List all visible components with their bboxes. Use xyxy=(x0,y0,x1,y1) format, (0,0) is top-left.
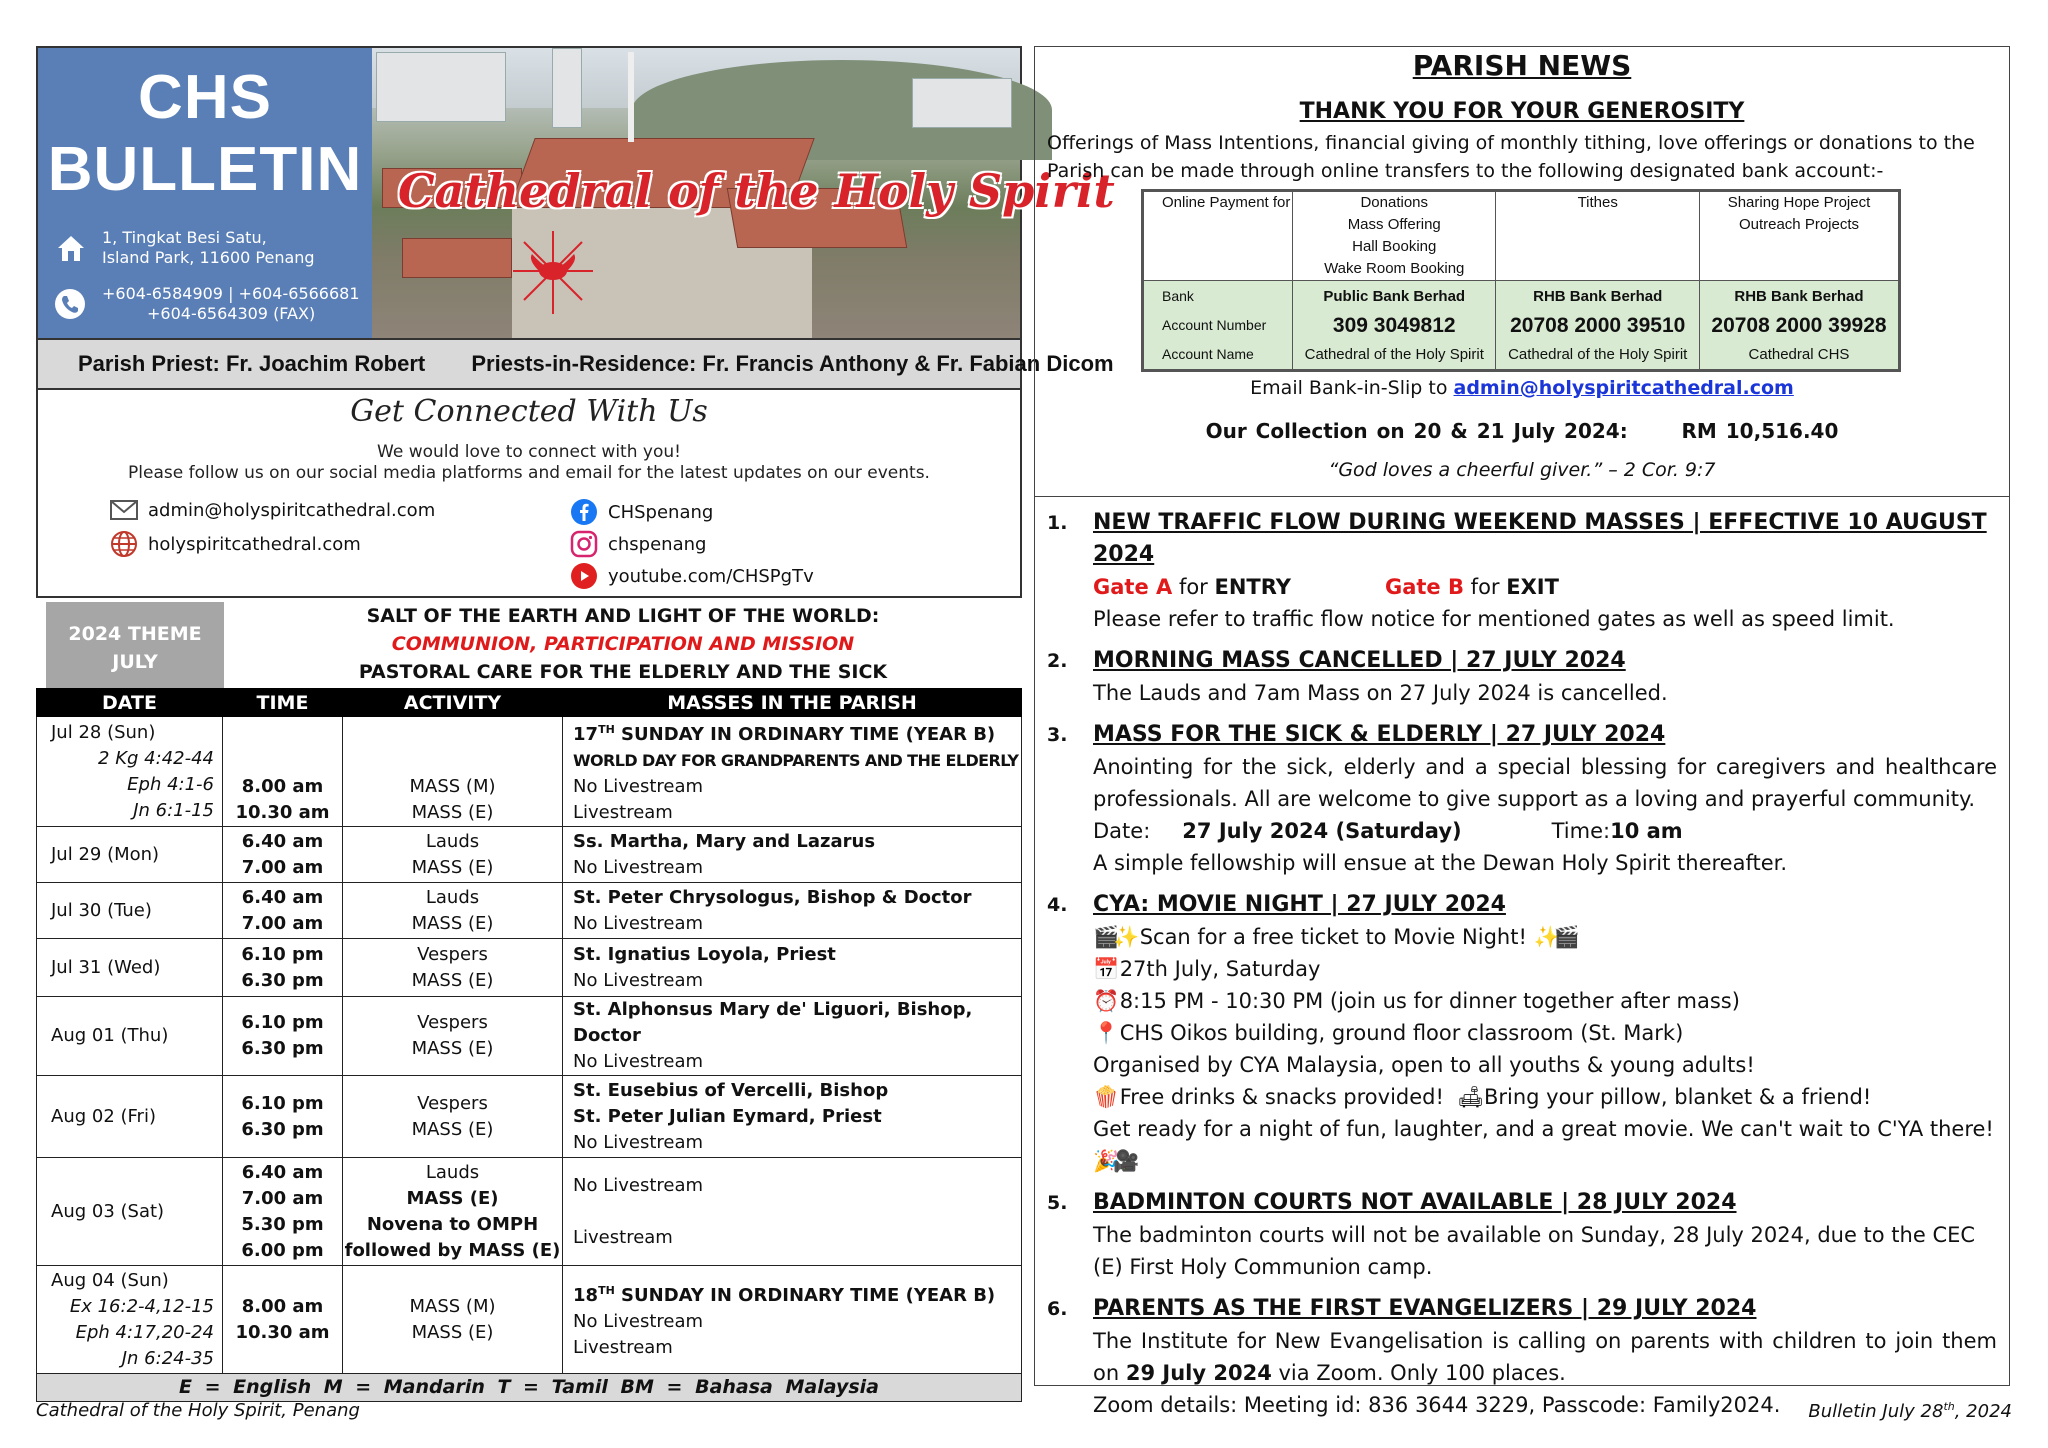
address: 1, Tingkat Besi Satu, Island Park, 11600 Penang xyxy=(102,228,315,267)
calendar-icon: 📅 xyxy=(1093,957,1120,981)
table-row: Bank Account Number Account Name Public Bank Berhad 309 3049812 Cathedral of the Holy Spirit RHB Bank Berhad 20708 2000 39510 Cathedral of the Holy Spirit RHB Bank Berhad 20708 2000 39928 Cathedral CHS xyxy=(1143,281,1900,371)
bank-in-slip-email: Email Bank-in-Slip to admin@holyspiritcathedral.com xyxy=(1250,377,1794,399)
parish-news-title: PARISH NEWS xyxy=(1412,49,1632,82)
left-column xyxy=(36,46,1115,1402)
parish-priest: Parish Priest: Fr. Joachim Robert xyxy=(78,351,426,376)
table-row: Online Payment for Donations Mass Offering Hall Booking Wake Room Booking Tithes Sharing Hope Project Outreach Projects xyxy=(1143,191,1900,281)
scripture-quote: “God loves a cheerful giver.” – 2 Cor. 9:7 xyxy=(1328,459,1716,481)
globe-icon xyxy=(110,530,138,558)
theme-label: 2024 THEME JULY xyxy=(46,602,224,688)
phone-numbers: +604-6584909 | +604-6566681 +604-6564309 (FAX) xyxy=(102,284,360,323)
mail-icon xyxy=(110,498,138,522)
footer-right: Bulletin July 28th, 2024 xyxy=(1808,1400,2012,1422)
table-row: Aug 04 (Sun) Ex 16:2-4,12-15 Eph 4:17,20-24 Jn 6:24-35 8.00 am 10.30 am MASS (M) MASS (E) 18TH SUNDAY IN ORDINARY TIME (YEAR B) No Livestream Livestream xyxy=(37,1266,1022,1374)
col-date-header: DATE xyxy=(37,689,223,717)
connect-heading: Get Connected With Us xyxy=(350,394,708,429)
bulletin-banner xyxy=(36,46,1115,340)
email-link[interactable]: admin@holyspiritcathedral.com xyxy=(1453,377,1794,399)
table-row: Jul 28 (Sun) 2 Kg 4:42-44 Eph 4:1-6 Jn 6:1-15 8.00 am 10.30 am MASS (M) MASS (E) 17TH SUNDAY IN ORDINARY TIME (YEAR B) WORLD DAY FOR GRANDPARENTS AND THE ELDERLY No Livestream Livestream xyxy=(37,717,1022,827)
table-row: Jul 31 (Wed) 6.10 pm 6.30 pm Vespers MASS (E) St. Ignatius Loyola, Priest No Livestream xyxy=(37,939,1022,997)
priests-in-residence: Priests-in-Residence: Fr. Francis Anthony & Fr. Fabian Dicom xyxy=(471,351,1114,376)
holy-spirit-dove-logo xyxy=(508,226,598,316)
instagram-icon xyxy=(570,530,598,558)
facebook-link[interactable]: CHSpenang xyxy=(570,498,713,526)
table-row: Aug 01 (Thu) 6.10 pm 6.30 pm Vespers MASS (E) St. Alphonsus Mary de' Liguori, Bishop, Doctor No Livestream xyxy=(37,997,1022,1076)
table-row: Aug 03 (Sat) 6.40 am 7.00 am 5.30 pm 6.00 pm Lauds MASS (E) Novena to OMPH followed by MASS (E) No Livestream Livestream xyxy=(37,1158,1022,1266)
phone-icon xyxy=(54,288,86,320)
popcorn-icon: 🍿 xyxy=(1093,1085,1120,1109)
mass-schedule-table xyxy=(36,688,1022,1374)
news-item-traffic: 1. NEW TRAFFIC FLOW DURING WEEKEND MASSES | EFFECTIVE 10 AUGUST 2024 Gate A for ENTRY Gate B for EXIT Please refer to traffic flow notice for mentioned gates as well as speed limit. xyxy=(1047,510,1987,631)
email-contact[interactable]: admin@holyspiritcathedral.com xyxy=(110,498,435,522)
priests-bar xyxy=(36,340,1114,390)
generosity-intro: Offerings of Mass Intentions, financial giving of monthly tithing, love offerings or donations to the Parish can be made through online transfers to the following designated bank account:- xyxy=(1047,132,1975,182)
camera-icon: 🎥 xyxy=(1113,1149,1140,1173)
connect-intro: We would love to connect with you! Please follow us on our social media platforms and email for the latest updates on our events. xyxy=(128,442,930,483)
news-item-mass-for-sick: 3. MASS FOR THE SICK & ELDERLY | 27 JULY 2024 Anointing for the sick, elderly and a special blessing for caregivers and healthcare professionals. All are welcome to give support as a loving and prayerful community. Date: 27 July 2024 (Saturday) Time:10 am A simple fellowship will ensue at the Dewan Holy Spirit thereafter. xyxy=(1047,722,1997,875)
youtube-link[interactable]: youtube.com/CHSPgTv xyxy=(570,562,814,590)
footer-left: Cathedral of the Holy Spirit, Penang xyxy=(36,1400,360,1421)
news-item-parents-evangelizers: 6. PARENTS AS THE FIRST EVANGELIZERS | 29 JULY 2024 The Institute for New Evangelisation is calling on parents with children to join them on 29 July 2024 via Zoom. Only 100 places. Zoom details: Meeting id: 836 3644 3229, Passcode: Family2024. xyxy=(1047,1296,1997,1417)
table-header-row xyxy=(37,689,1022,717)
bank-accounts-table xyxy=(1141,189,1901,372)
clapper-icon: 🎬 xyxy=(1093,925,1120,949)
news-item-movie-night: 4. CYA: MOVIE NIGHT | 27 JULY 2024 🎬✨ Scan for a free ticket to Movie Night! ✨🎬 📅 27th July, Saturday ⏰ 8:15 PM - 10:30 PM (join us for dinner together after mass) 📍 CHS Oikos building, ground floor classroom (St. Mark) Organised by CYA Malaysia, open to all youths & young adults! 🍿 Free drinks & snacks provided! 🛋 Bring your pillow, blanket & a friend! Get ready for a night of fun, laughter, and a great movie. We can't wait to C'YA there! 🎉🎥 xyxy=(1047,889,1997,1177)
website-link[interactable]: holyspiritcathedral.com xyxy=(110,530,361,558)
news-items xyxy=(1047,507,1997,1431)
connect-section xyxy=(36,390,1022,598)
news-item-badminton: 5. BADMINTON COURTS NOT AVAILABLE | 28 JULY 2024 The badminton courts will not be available on Sunday, 28 July 2024, due to the CEC (E) First Holy Communion camp. xyxy=(1047,1190,1976,1279)
home-icon xyxy=(56,234,86,262)
pin-icon: 📍 xyxy=(1093,1021,1120,1045)
col-activity-header: ACTIVITY xyxy=(343,689,563,717)
generosity-heading: THANK YOU FOR YOUR GENEROSITY xyxy=(1299,99,1745,124)
youtube-icon xyxy=(570,562,598,590)
party-popper-icon: 🎉 xyxy=(1093,1149,1120,1173)
col-time-header: TIME xyxy=(223,689,343,717)
alarm-clock-icon: ⏰ xyxy=(1093,989,1120,1013)
language-legend: E = English M = Mandarin T = Tamil BM = Bahasa Malaysia xyxy=(36,1374,1022,1402)
cathedral-name: Cathedral of the Holy Spirit xyxy=(398,164,1115,218)
bulletin-title: CHS BULLETIN xyxy=(47,63,363,204)
couch-icon: 🛋 xyxy=(1457,1085,1484,1109)
instagram-link[interactable]: chspenang xyxy=(570,530,706,558)
collection-total: Our Collection on 20 & 21 July 2024: RM 10,516.40 xyxy=(1205,419,1839,443)
sparkles-icon: ✨ xyxy=(1113,925,1140,949)
table-row: Jul 30 (Tue) 6.40 am 7.00 am Lauds MASS (E) St. Peter Chrysologus, Bishop & Doctor No Livestream xyxy=(37,883,1022,939)
table-row: Jul 29 (Mon) 6.40 am 7.00 am Lauds MASS (E) Ss. Martha, Mary and Lazarus No Livestream xyxy=(37,827,1022,883)
clapper-icon: 🎬 xyxy=(1553,925,1580,949)
theme-section xyxy=(36,602,1022,688)
generosity-section xyxy=(1035,47,2009,497)
table-row: Aug 02 (Fri) 6.10 pm 6.30 pm Vespers MASS (E) St. Eusebius of Vercelli, Bishop St. Peter Julian Eymard, Priest No Livestream xyxy=(37,1076,1022,1158)
news-item-morning-mass: 2. MORNING MASS CANCELLED | 27 JULY 2024 The Lauds and 7am Mass on 27 July 2024 is cancelled. xyxy=(1047,648,1668,705)
sparkles-icon: ✨ xyxy=(1533,925,1560,949)
facebook-icon xyxy=(570,498,598,526)
col-masses-header: MASSES IN THE PARISH xyxy=(563,689,1022,717)
theme-text: SALT OF THE EARTH AND LIGHT OF THE WORLD: COMMUNION, PARTICIPATION AND MISSION PASTORAL CARE FOR THE ELDERLY AND THE SICK xyxy=(358,605,888,683)
